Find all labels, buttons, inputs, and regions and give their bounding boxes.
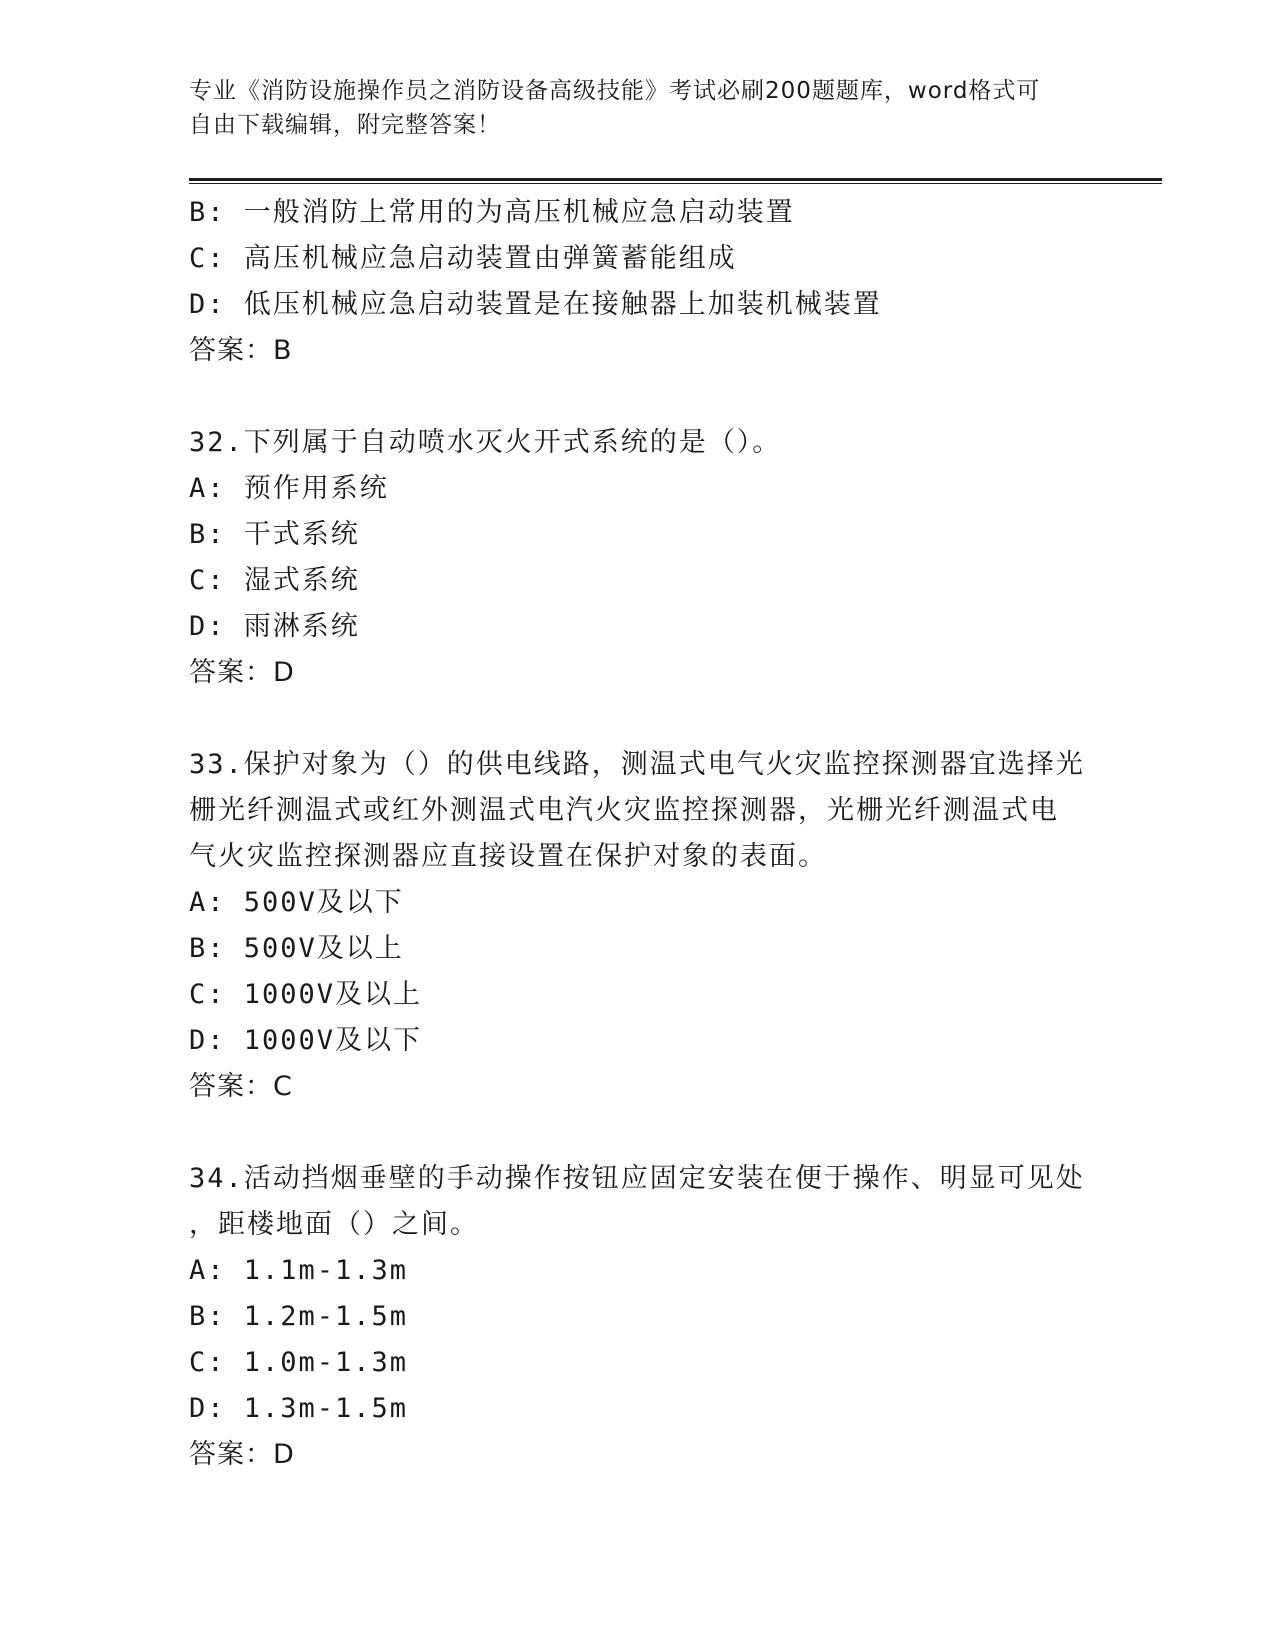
option-c: C: 湿式系统 [189,565,360,596]
option-d: D: 雨淋系统 [189,611,360,642]
option-a: A: 500V及以下 [189,887,404,918]
option-a: A: 1.1m-1.3m [189,1255,409,1286]
header-divider-thin [189,183,1162,184]
question-stem-line-1: 34.活动挡烟垂壁的手动操作按钮应固定安装在便于操作、明显可见处 [189,1163,1085,1194]
question-stem-line-3: 气火灾监控探测器应直接设置在保护对象的表面。 [189,841,827,872]
question-31 [189,190,1089,374]
question-stem-line-2: ，距楼地面（）之间。 [189,1209,479,1240]
option-d: D: 1000V及以下 [189,1025,423,1056]
answer: 答案：D [189,1439,295,1470]
question-33 [189,742,1089,1110]
question-content [189,190,1089,1478]
option-b: B: 1.2m-1.5m [189,1301,409,1332]
option-b: B: 一般消防上常用的为高压机械应急启动装置 [189,197,795,228]
header-line-1: 专业《消防设施操作员之消防设备高级技能》考试必刷200题题库，word格式可 [189,78,1041,104]
answer: 答案：B [189,335,293,366]
option-c: C: 1.0m-1.3m [189,1347,409,1378]
option-a: A: 预作用系统 [189,473,389,504]
question-spacer [189,1110,1089,1156]
question-stem-line-1: 33.保护对象为（）的供电线路，测温式电气火灾监控探测器宜选择光 [189,749,1085,780]
question-spacer [189,696,1089,742]
option-c: C: 1000V及以上 [189,979,423,1010]
option-d: D: 1.3m-1.5m [189,1393,409,1424]
header-line-2: 自由下载编辑，附完整答案！ [189,112,501,138]
question-spacer [189,374,1089,420]
answer: 答案：D [189,657,295,688]
option-d: D: 低压机械应急启动装置是在接触器上加装机械装置 [189,289,882,320]
option-b: B: 500V及以上 [189,933,404,964]
header-divider-thick [189,178,1162,181]
answer: 答案：C [189,1071,293,1102]
question-stem-line-2: 栅光纤测温式或红外测温式电汽火灾监控探测器，光栅光纤测温式电 [189,795,1059,826]
question-stem: 32.下列属于自动喷水灭火开式系统的是（）。 [189,427,782,458]
question-32 [189,420,1089,696]
question-34 [189,1156,1089,1478]
option-b: B: 干式系统 [189,519,360,550]
document-header [189,74,1079,142]
option-c: C: 高压机械应急启动装置由弹簧蓄能组成 [189,243,737,274]
